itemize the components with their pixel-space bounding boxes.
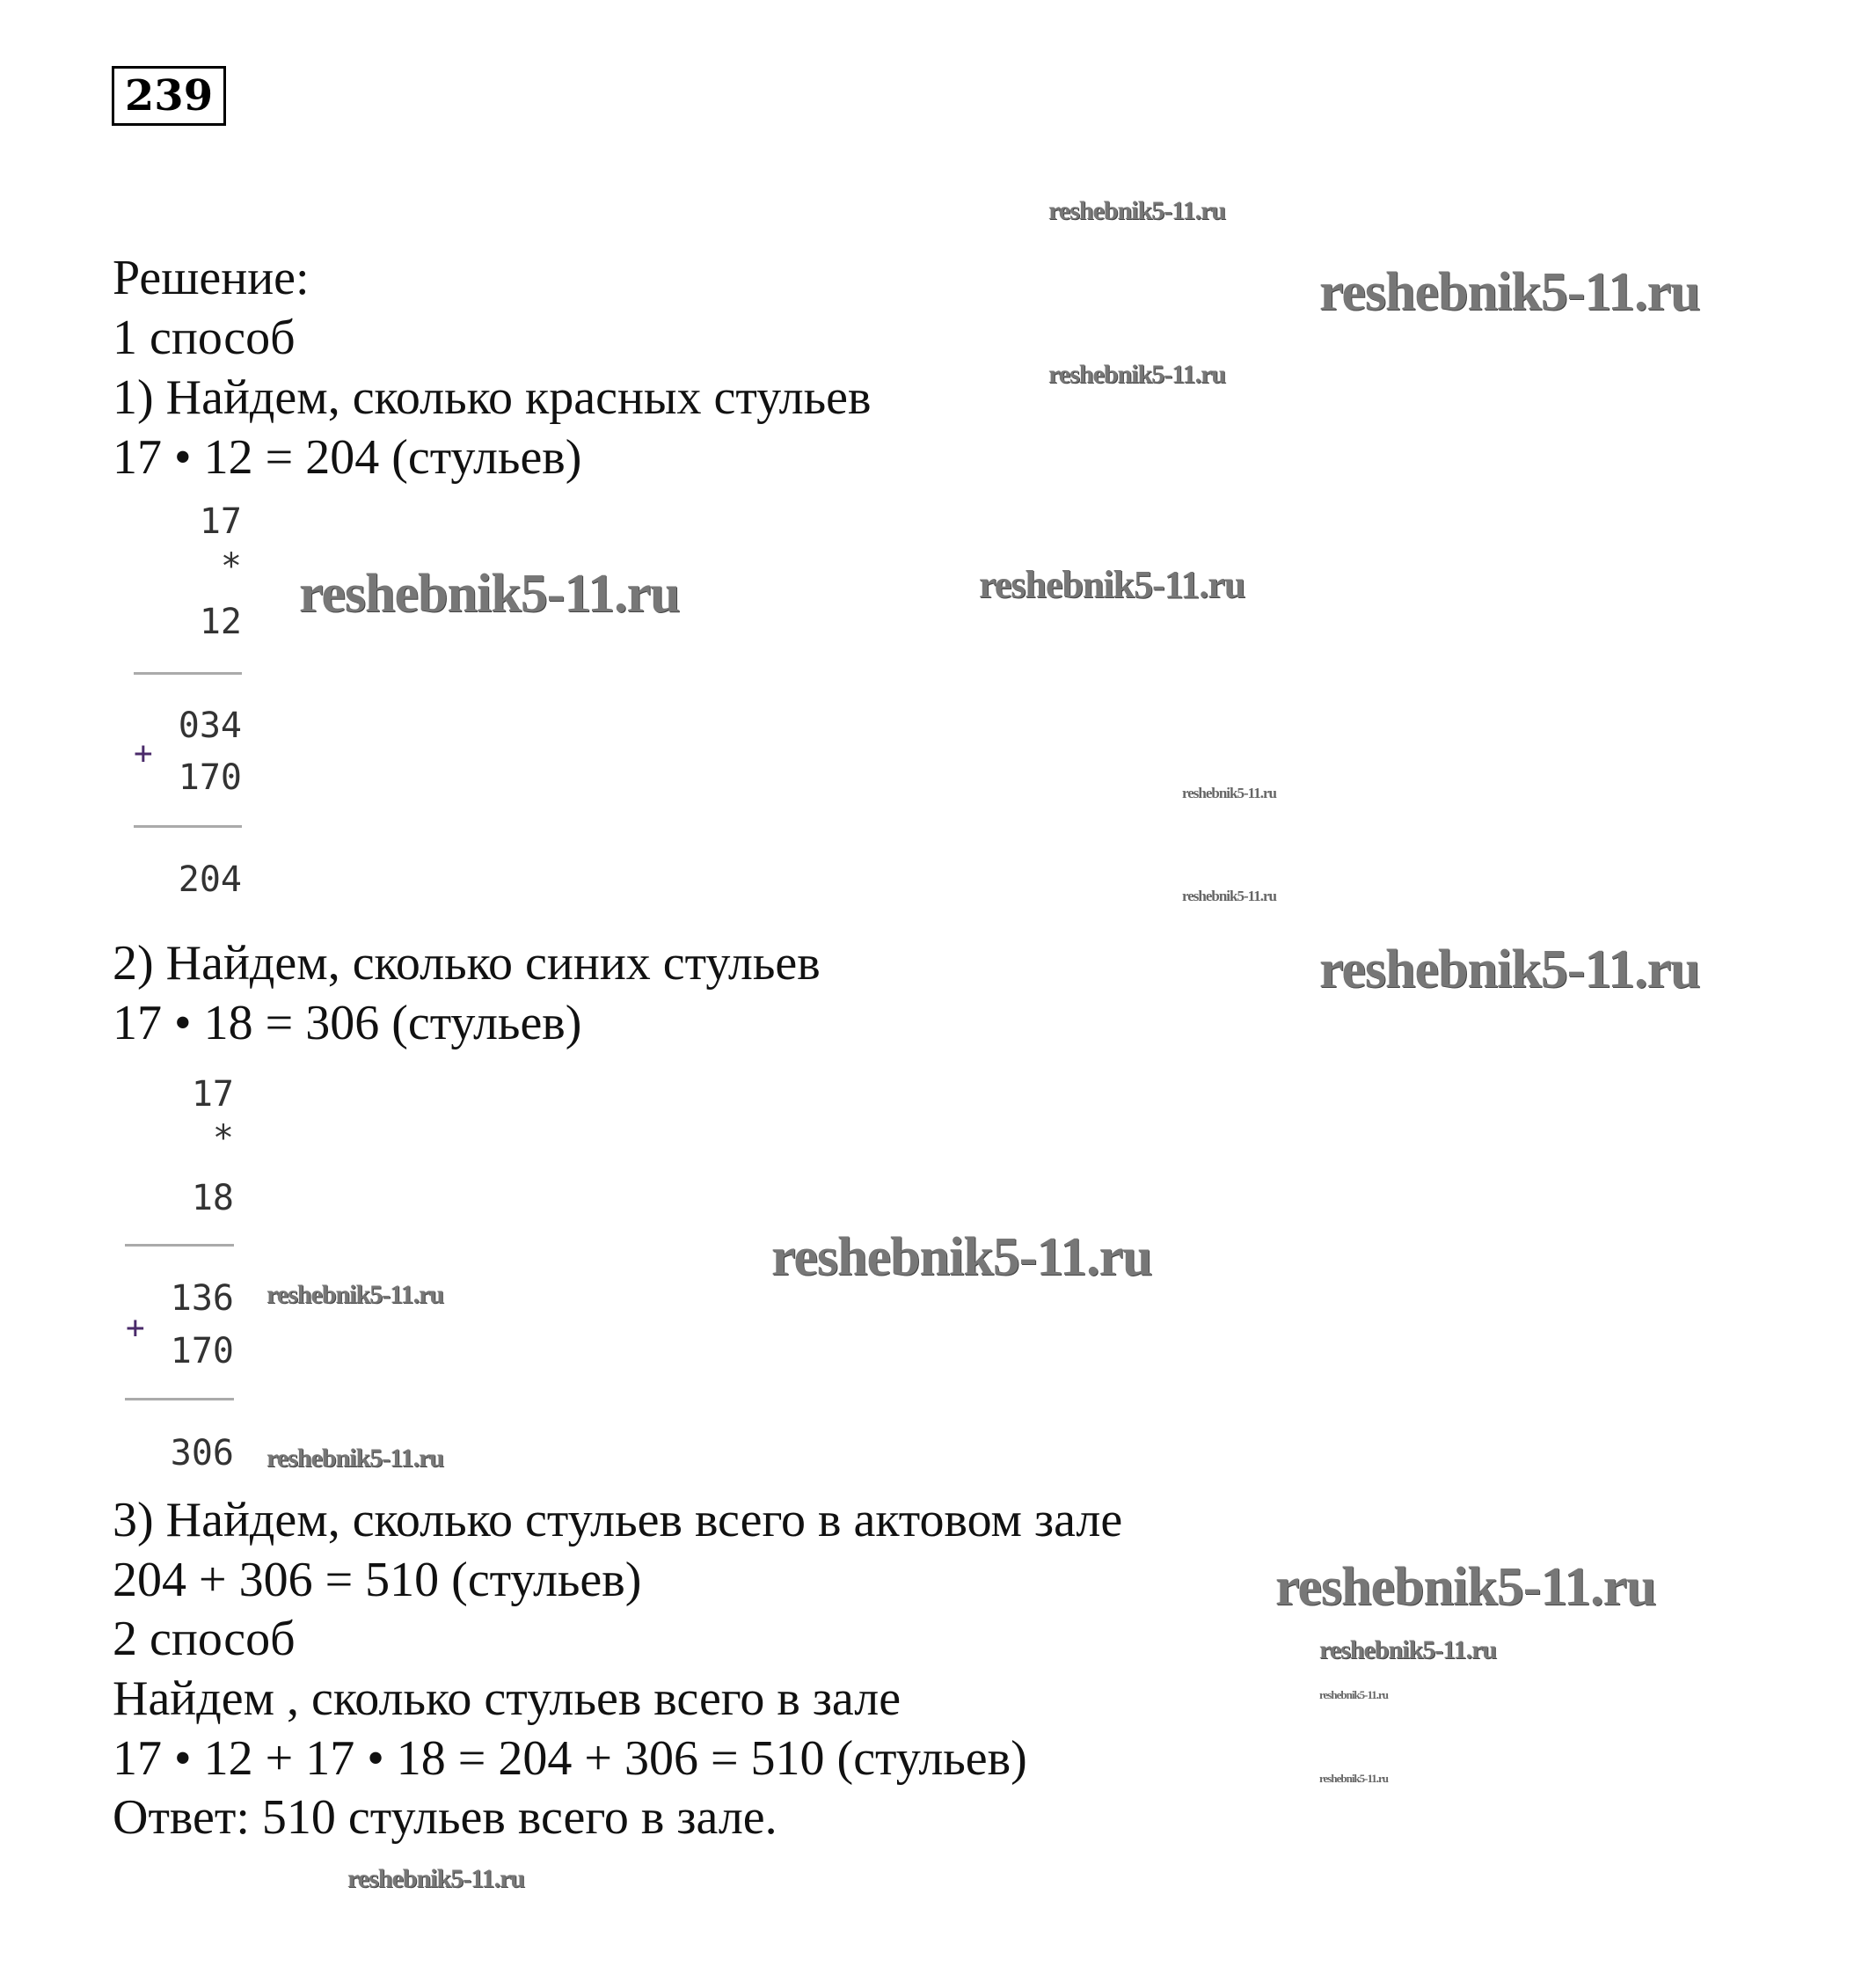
calc1-plus: + — [134, 735, 153, 771]
watermark: reshebnik5-11.ru — [266, 1280, 443, 1309]
solution-label: Решение: — [113, 251, 310, 305]
calc1-multiplier: 12 — [199, 602, 242, 642]
step-2-text: 2) Найдем, сколько синих стульев — [113, 936, 821, 991]
watermark: reshebnik5-11.ru — [347, 1864, 524, 1893]
calc1-divider — [134, 672, 242, 675]
watermark: reshebnik5-11.ru — [1048, 360, 1225, 389]
watermark: reshebnik5-11.ru — [1182, 785, 1276, 801]
calc2-divider — [125, 1244, 234, 1247]
step-4-text: Найдем , сколько стульев всего в зале — [113, 1671, 902, 1726]
calc2-result: 306 — [170, 1433, 234, 1473]
calc1-multiplicand: 17 — [199, 501, 242, 542]
watermark: reshebnik5-11.ru — [1319, 940, 1700, 999]
step-1-text: 1) Найдем, сколько красных стульев — [113, 370, 872, 425]
equation-1: 17 • 12 = 204 (стульев) — [113, 430, 582, 485]
watermark: reshebnik5-11.ru — [1319, 1688, 1389, 1701]
calc1-partial-1: 034 — [178, 706, 242, 746]
calc2-divider — [125, 1398, 234, 1400]
calc1-partial-2: 170 — [178, 757, 242, 798]
calc2-multiplier: 18 — [191, 1178, 234, 1218]
watermark: reshebnik5-11.ru — [1182, 888, 1276, 904]
equation-3: 204 + 306 = 510 (стульев) — [113, 1553, 642, 1607]
watermark: reshebnik5-11.ru — [266, 1444, 443, 1473]
method-2-heading: 2 способ — [113, 1612, 296, 1666]
calc1-divider — [134, 825, 242, 828]
watermark: reshebnik5-11.ru — [299, 564, 680, 624]
calc2-partial-2: 170 — [170, 1331, 234, 1371]
watermark: reshebnik5-11.ru — [979, 563, 1245, 606]
step-3-text: 3) Найдем, сколько стульев всего в актовом зале — [113, 1493, 1123, 1547]
calc2-plus: + — [126, 1310, 145, 1346]
calc2-operator: * — [212, 1118, 234, 1159]
answer-text: Ответ: 510 стульев всего в зале. — [113, 1790, 777, 1845]
watermark: reshebnik5-11.ru — [771, 1227, 1152, 1287]
task-number: 239 — [112, 66, 226, 126]
calc2-multiplicand: 17 — [191, 1074, 234, 1115]
watermark: reshebnik5-11.ru — [1319, 1772, 1389, 1785]
watermark: reshebnik5-11.ru — [1048, 196, 1225, 225]
watermark: reshebnik5-11.ru — [1319, 262, 1700, 322]
method-1-heading: 1 способ — [113, 311, 296, 365]
calc2-partial-1: 136 — [170, 1278, 234, 1319]
equation-4: 17 • 12 + 17 • 18 = 204 + 306 = 510 (стульев) — [113, 1731, 1027, 1786]
calc1-operator: * — [220, 546, 242, 587]
equation-2: 17 • 18 = 306 (стульев) — [113, 996, 582, 1050]
calc1-result: 204 — [178, 859, 242, 900]
watermark: reshebnik5-11.ru — [1275, 1557, 1656, 1617]
watermark: reshebnik5-11.ru — [1319, 1635, 1496, 1664]
